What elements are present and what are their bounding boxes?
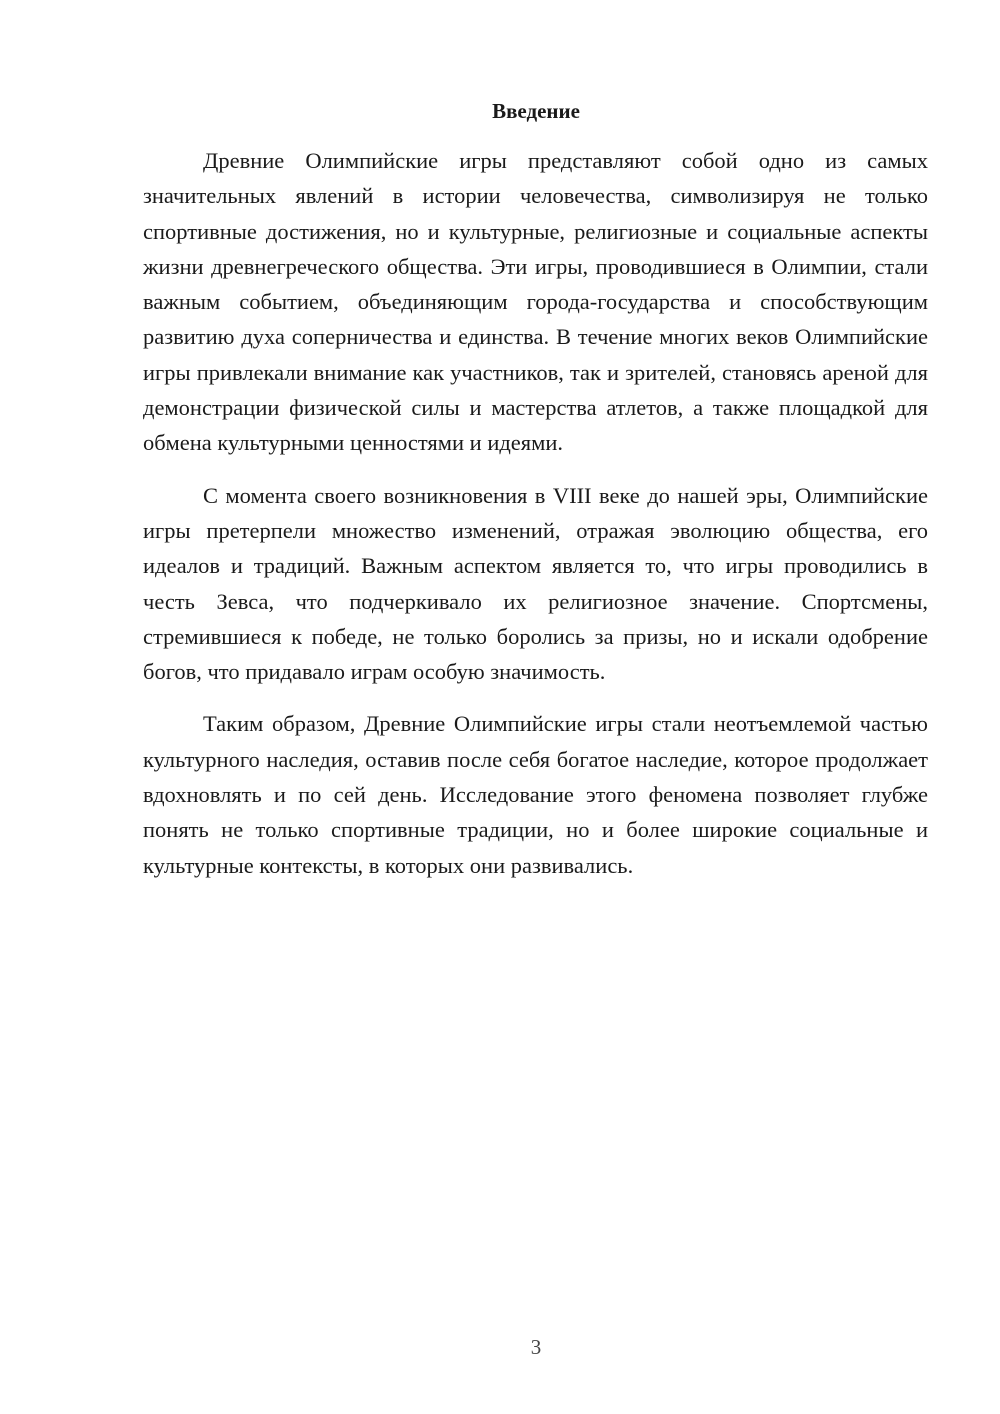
paragraph-1: Древние Олимпийские игры представляют собой одно из самых значительных явлений в истории человечества, символизируя не только спортивные достижения, но и культурные, религиозные и социальные аспекты жизни древнегреческого общества. Эти игры, проводившиеся в Олимпии, стали важным событием, объединяющим города-государства и способствующим развитию духа соперничества и единства. В течение многих веков Олимпийские игры привлекали внимание как участников, так и зрителей, становясь ареной для демонстрации физической силы и мастерства атлетов, а также площадкой для обмена культурными ценностями и идеями. xyxy=(143,148,928,456)
paragraph-3: Таким образом, Древние Олимпийские игры стали неотъемлемой частью культурного наследия, оставив после себя богатое наследие, которое продолжает вдохновлять и по сей день. Исследование этого феномена позволяет глубже понять не только спортивные традиции, но и более широкие социальные и культурные контексты, в которых они развивались. xyxy=(143,711,928,878)
paragraph-2: С момента своего возникновения в VIII веке до нашей эры, Олимпийские игры претерпели множество изменений, отражая эволюцию общества, его идеалов и традиций. Важным аспектом является то, что игры проводились в честь Зевса, что подчеркивало их религиозное значение. Спортсмены, стремившиеся к победе, не только боролись за призы, но и искали одобрение богов, что придавало играм особую значимость. xyxy=(143,482,928,685)
body-text xyxy=(143,143,928,883)
page-number: 3 xyxy=(530,1335,542,1359)
section-heading: Введение xyxy=(492,99,580,123)
